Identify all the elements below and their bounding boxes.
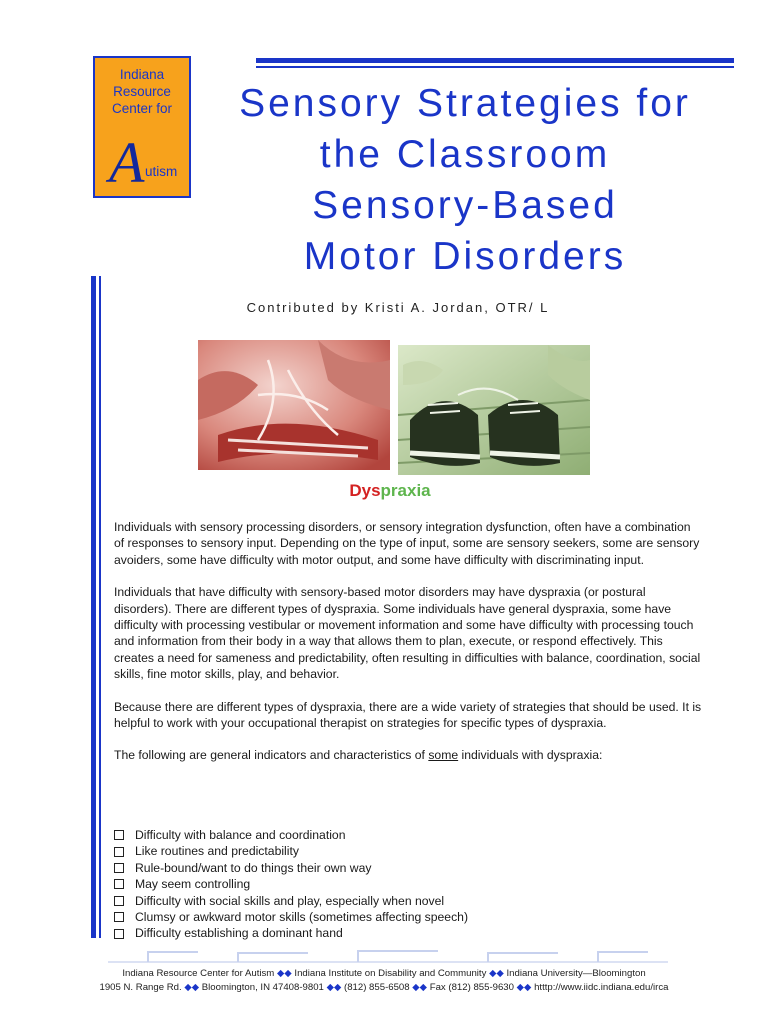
footer-org-1: Indiana Resource Center for Autism <box>122 968 275 979</box>
list-item <box>114 843 704 859</box>
list-item <box>114 893 704 909</box>
logo-word: utism <box>145 164 178 179</box>
diamond-icon: ◆◆ <box>276 968 292 979</box>
page-title <box>195 78 735 282</box>
paragraph-4-start: The following are general indicators and characteristics of <box>114 748 429 763</box>
diamond-icon: ◆◆ <box>489 968 504 979</box>
list-item-text: Difficulty with social skills and play, especially when novel <box>135 893 445 908</box>
list-item <box>114 827 704 843</box>
list-item-text: Difficulty with balance and coordination <box>135 828 346 842</box>
footer-city: Bloomington, IN 47408-9801 <box>201 982 324 993</box>
side-rule <box>91 276 103 938</box>
list-item-text: May seem controlling <box>135 877 251 892</box>
shoe-tying-photo-red <box>198 340 390 470</box>
caption-part-1: Dys <box>349 481 381 500</box>
title-line-4: Motor Disorders <box>303 235 627 278</box>
footer-line-2 <box>60 981 708 995</box>
list-item <box>114 909 704 925</box>
footer-address: 1905 N. Range Rd. <box>99 982 182 993</box>
image-caption <box>300 481 480 501</box>
logo-line-1: Indiana <box>119 67 165 82</box>
logo-line-3: Center for <box>111 101 173 116</box>
list-item-text: Like routines and predictability <box>135 844 299 859</box>
paragraph-4-end: individuals with dyspraxia: <box>458 748 603 763</box>
logo-letter-a: A <box>109 130 145 195</box>
footer <box>60 967 708 995</box>
diamond-icon: ◆◆ <box>326 982 342 993</box>
paragraph-3: Because there are different types of dyspraxia, there are a wide variety of strategies that should be used. It is helpful to work with your occupational therapist on strategies for specific types of dyspraxia. <box>114 699 702 731</box>
list-item-text: Difficulty establishing a dominant hand <box>135 926 343 941</box>
body-text <box>114 519 704 780</box>
irca-logo <box>93 56 191 198</box>
checkbox-icon <box>114 879 124 889</box>
diamond-icon: ◆◆ <box>516 982 532 993</box>
paragraph-2: Individuals that have difficulty with sensory-based motor disorders may have dyspraxia (or postural disorders). There are different types of dyspraxia. Some individuals have general dyspraxia, some have difficulty with processing vestibular or movement information and some have difficulty with processing touch and information from their body in a way that allows them to plan, execute, or respond effectively. This creates a need for sameness and predictability, often resulting in difficulties with balance, coordination, social skills, fine motor skills, play, and behavior. <box>114 585 701 682</box>
checkbox-icon <box>114 929 124 939</box>
footer-url[interactable]: htttp://www.iidc.indiana.edu/irca <box>534 982 669 993</box>
footer-fax: Fax (812) 855-9630 <box>429 982 514 993</box>
footer-decoration <box>108 950 668 964</box>
list-item <box>114 876 704 892</box>
checkbox-icon <box>114 830 124 840</box>
paragraph-4-underline: some <box>428 748 459 763</box>
list-item-text: Rule-bound/want to do things their own way <box>135 860 372 875</box>
contributor-line: Contributed by Kristi A. Jordan, OTR/ L <box>246 300 550 315</box>
list-item <box>114 925 704 941</box>
logo-line-2: Resource <box>113 84 171 99</box>
caption-part-2: praxia <box>380 481 431 500</box>
title-line-1: Sensory Strategies for <box>239 82 691 125</box>
checkbox-icon <box>114 847 124 857</box>
paragraph-1: Individuals with sensory processing disorders, or sensory integration dysfunction, often have a combination of responses to sensory input. Depending on the type of input, some are sensory seekers, some are sensory avoiders, some have difficulty with motor output, and some have difficulty with discriminating input. <box>114 520 700 567</box>
footer-org-2: Indiana Institute on Disability and Community <box>294 968 487 979</box>
diamond-icon: ◆◆ <box>184 982 200 993</box>
title-line-2: the Classroom <box>319 133 611 176</box>
paragraph-4 <box>114 747 704 763</box>
footer-org-3: Indiana University—Bloomington <box>506 968 646 979</box>
footer-phone: (812) 855-6508 <box>344 982 410 993</box>
checkbox-icon <box>114 863 124 873</box>
shoe-tying-photo-green <box>398 345 590 475</box>
checkbox-icon <box>114 896 124 906</box>
title-line-3: Sensory-Based <box>312 184 618 227</box>
diamond-icon: ◆◆ <box>412 982 428 993</box>
checkbox-icon <box>114 912 124 922</box>
list-item <box>114 860 704 876</box>
list-item-text: Clumsy or awkward motor skills (sometimes affecting speech) <box>135 910 469 925</box>
header-rule <box>256 58 734 68</box>
footer-line-1 <box>60 967 708 981</box>
characteristics-list <box>114 827 704 942</box>
